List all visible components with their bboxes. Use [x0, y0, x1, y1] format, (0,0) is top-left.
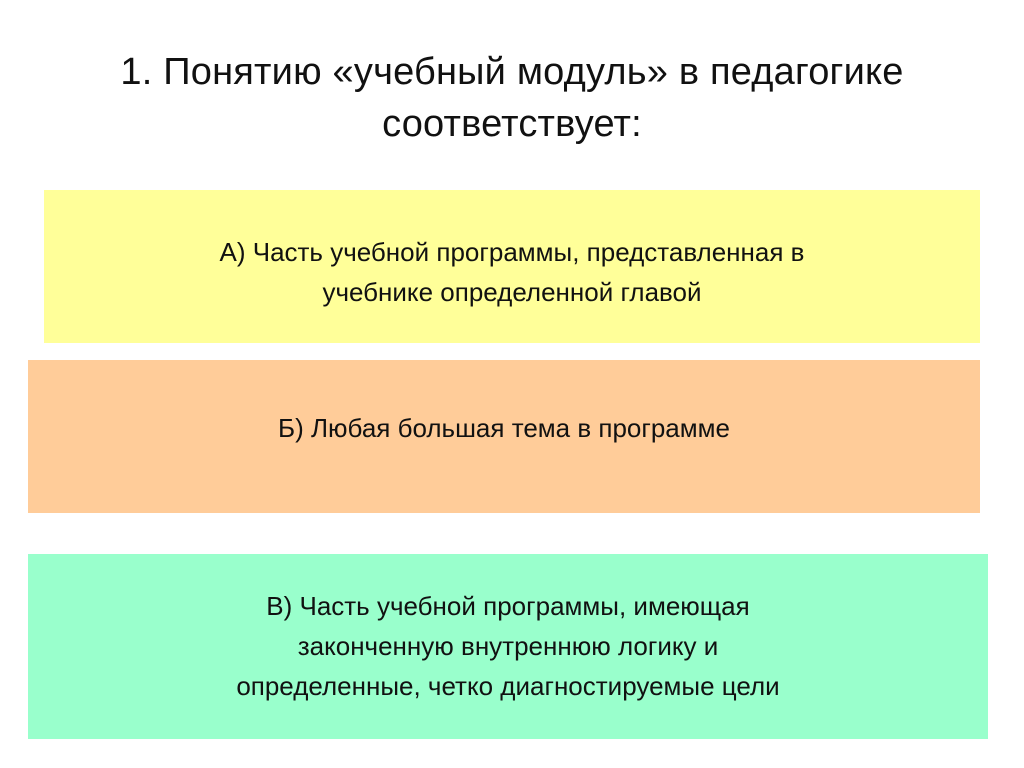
answer-option-a-line-2: учебнике определенной главой [322, 277, 702, 307]
answer-option-a[interactable] [44, 190, 980, 343]
question-title-line-1: 1. Понятию «учебный модуль» в педагогике [120, 51, 904, 93]
answer-option-c-text [236, 586, 779, 706]
answer-option-b-text [278, 408, 730, 448]
answer-option-c[interactable] [28, 554, 988, 739]
answer-option-b[interactable] [28, 360, 980, 513]
question-title [0, 46, 1024, 150]
answer-option-c-line-3: определенные, четко диагностируемые цели [236, 671, 780, 701]
answer-option-a-text [220, 232, 805, 312]
answer-option-a-line-1: А) Часть учебной программы, представленная в [219, 237, 805, 267]
question-title-line-2: соответствует: [382, 103, 642, 145]
answer-option-c-line-2: законченную внутреннюю логику и [297, 631, 719, 661]
answer-option-b-line-1: Б) Любая большая тема в программе [278, 413, 730, 443]
answer-option-c-line-1: В) Часть учебной программы, имеющая [266, 591, 750, 621]
